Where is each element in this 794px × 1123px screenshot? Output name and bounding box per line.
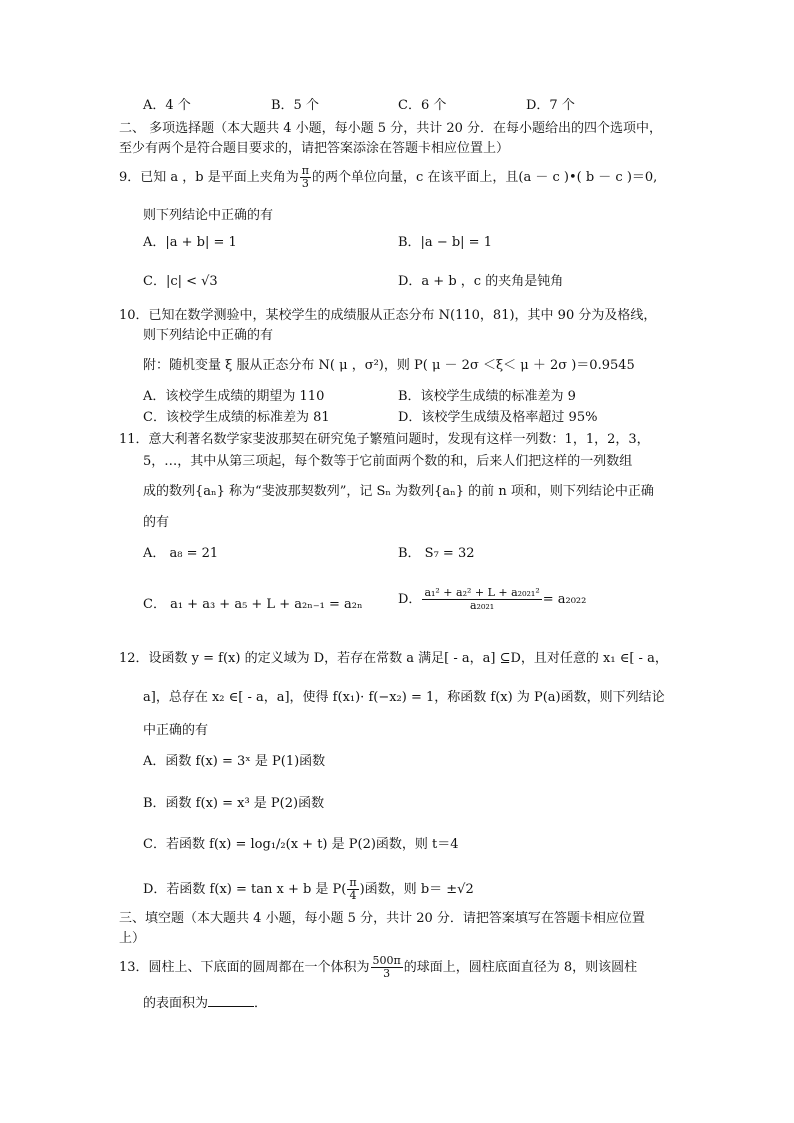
q12-stem-line3: 中正确的有 bbox=[143, 723, 209, 738]
pi-over-3-fraction bbox=[300, 165, 311, 190]
q11-option-c: C． a₁ + a₃ + a₅ + L + a₂ₙ₋₁ = a₂ₙ bbox=[143, 597, 363, 612]
q10-option-d: D．该校学生成绩及格率超过 95% bbox=[398, 410, 598, 425]
q11-option-d bbox=[398, 587, 586, 612]
q13-line2-pre: 的表面积为 bbox=[143, 996, 209, 1011]
q13-frac-den: 3 bbox=[383, 967, 391, 980]
q13-frac-num: 500π bbox=[372, 954, 401, 967]
q9-frac-den: 3 bbox=[301, 177, 309, 190]
q11-option-d-fraction bbox=[422, 587, 541, 612]
q9-stem-line2: 则下列结论中正确的有 bbox=[143, 208, 274, 223]
q13-line2-post: ． bbox=[254, 996, 268, 1011]
q9-option-b: B．|a − b| = 1 bbox=[398, 235, 492, 250]
section3-heading-line2: 上） bbox=[119, 931, 146, 946]
q9-stem-post: 的两个单位向量，c 在该平面上，且(a － c )•( b － c )＝0, bbox=[311, 170, 658, 185]
q13-stem-pre: 13．圆柱上、下底面的圆周都在一个体积为 bbox=[119, 960, 370, 975]
q11-option-a: A． a₈ = 21 bbox=[143, 546, 219, 561]
section3-heading-line1: 三、填空题（本大题共 4 小题，每小题 5 分，共计 20 分．请把答案填写在答题卡相应位置 bbox=[119, 911, 645, 926]
volume-fraction bbox=[371, 955, 403, 980]
q11-stem-line3: 成的数列{aₙ} 称为“斐波那契数列”，记 Sₙ 为数列{aₙ} 的前 n 项和，则下列结论中正确 bbox=[143, 484, 654, 499]
q12-option-d-pre: D．若函数 f(x) = tan x + b 是 P( bbox=[143, 882, 347, 897]
pi-over-4-fraction bbox=[347, 877, 358, 902]
q12-option-a: A．函数 f(x) = 3ˣ 是 P(1)函数 bbox=[143, 754, 326, 769]
q11-option-d-numerator: a₁² + a₂² + L + a₂₀₂₁² bbox=[424, 586, 540, 599]
q8-option-d: D．7 个 bbox=[526, 98, 575, 113]
q10-note: 附：随机变量 ξ 服从正态分布 N( μ ，σ²)，则 P( μ － 2σ ＜ξ＜ μ ＋ 2σ )＝0.9545 bbox=[143, 358, 635, 373]
q10-option-b: B．该校学生成绩的标准差为 9 bbox=[398, 389, 576, 404]
q8-option-c: C．6 个 bbox=[398, 98, 447, 113]
q9-stem bbox=[119, 165, 657, 190]
q8-option-a: A．4 个 bbox=[143, 98, 191, 113]
q10-option-a: A．该校学生成绩的期望为 110 bbox=[143, 389, 325, 404]
q11-option-d-label: D． bbox=[398, 592, 422, 607]
q13-stem-line2 bbox=[143, 994, 267, 1013]
q12-option-d-numerator: π bbox=[349, 876, 357, 889]
q12-stem-line2: a]，总存在 x₂ ∈[ - a，a]，使得 f(x₁)· f(−x₂) = 1，称函数 f(x) 为 P(a)函数，则下列结论 bbox=[143, 690, 665, 705]
q11-option-d-denominator: a₂₀₂₁ bbox=[469, 599, 495, 612]
section2-heading-line1: 二、 多项选择题（本大题共 4 小题，每小题 5 分，共计 20 分．在每小题给出的四个选项中， bbox=[119, 121, 663, 136]
q8-option-b: B．5 个 bbox=[271, 98, 319, 113]
q11-option-b: B． S₇ = 32 bbox=[398, 546, 475, 561]
q9-frac-num: π bbox=[301, 164, 309, 177]
q9-stem-pre: 9．已知 a ，b 是平面上夹角为 bbox=[119, 170, 299, 185]
q11-stem-line4: 的有 bbox=[143, 515, 170, 530]
q11-stem-line2: 5，…，其中从第三项起，每个数等于它前面两个数的和，后来人们把这样的一列数组 bbox=[143, 454, 633, 469]
q12-option-b: B．函数 f(x) = x³ 是 P(2)函数 bbox=[143, 796, 325, 811]
q11-option-d-rhs: = a₂₀₂₂ bbox=[542, 592, 587, 607]
q13-stem-post: 的球面上，圆柱底面直径为 8，则该圆柱 bbox=[403, 960, 638, 975]
q12-stem-line1: 12．设函数 y = f(x) 的定义域为 D，若存在常数 a 满足[ - a，a] ⊆D，且对任意的 x₁ ∈[ - a， bbox=[119, 651, 668, 666]
q9-option-a: A．|a + b| = 1 bbox=[143, 235, 237, 250]
q10-stem-line2: 则下列结论中正确的有 bbox=[143, 328, 274, 343]
q9-option-d: D．a + b ，c 的夹角是钝角 bbox=[398, 274, 564, 289]
section2-heading-line2: 至少有两个是符合题目要求的，请把答案添涂在答题卡相应位置上） bbox=[119, 141, 510, 156]
q12-option-d-post: )函数，则 b＝ ±√2 bbox=[359, 882, 474, 897]
q12-option-d-denominator: 4 bbox=[349, 889, 357, 902]
q9-option-c: C．|c| < √3 bbox=[143, 274, 218, 289]
q11-stem-line1: 11．意大利著名数学家斐波那契在研究兔子繁殖问题时，发现有这样一列数：1，1，2，3， bbox=[119, 432, 650, 447]
q13-stem bbox=[119, 955, 637, 980]
q12-option-d bbox=[143, 877, 474, 902]
q10-stem-line1: 10．已知在数学测验中，某校学生的成绩服从正态分布 N(110，81)，其中 90 分为及格线， bbox=[119, 308, 657, 323]
q10-option-c: C．该校学生成绩的标准差为 81 bbox=[143, 410, 330, 425]
answer-blank[interactable] bbox=[208, 994, 254, 1007]
q12-option-c: C．若函数 f(x) = log₁/₂(x + t) 是 P(2)函数，则 t＝4 bbox=[143, 837, 459, 852]
